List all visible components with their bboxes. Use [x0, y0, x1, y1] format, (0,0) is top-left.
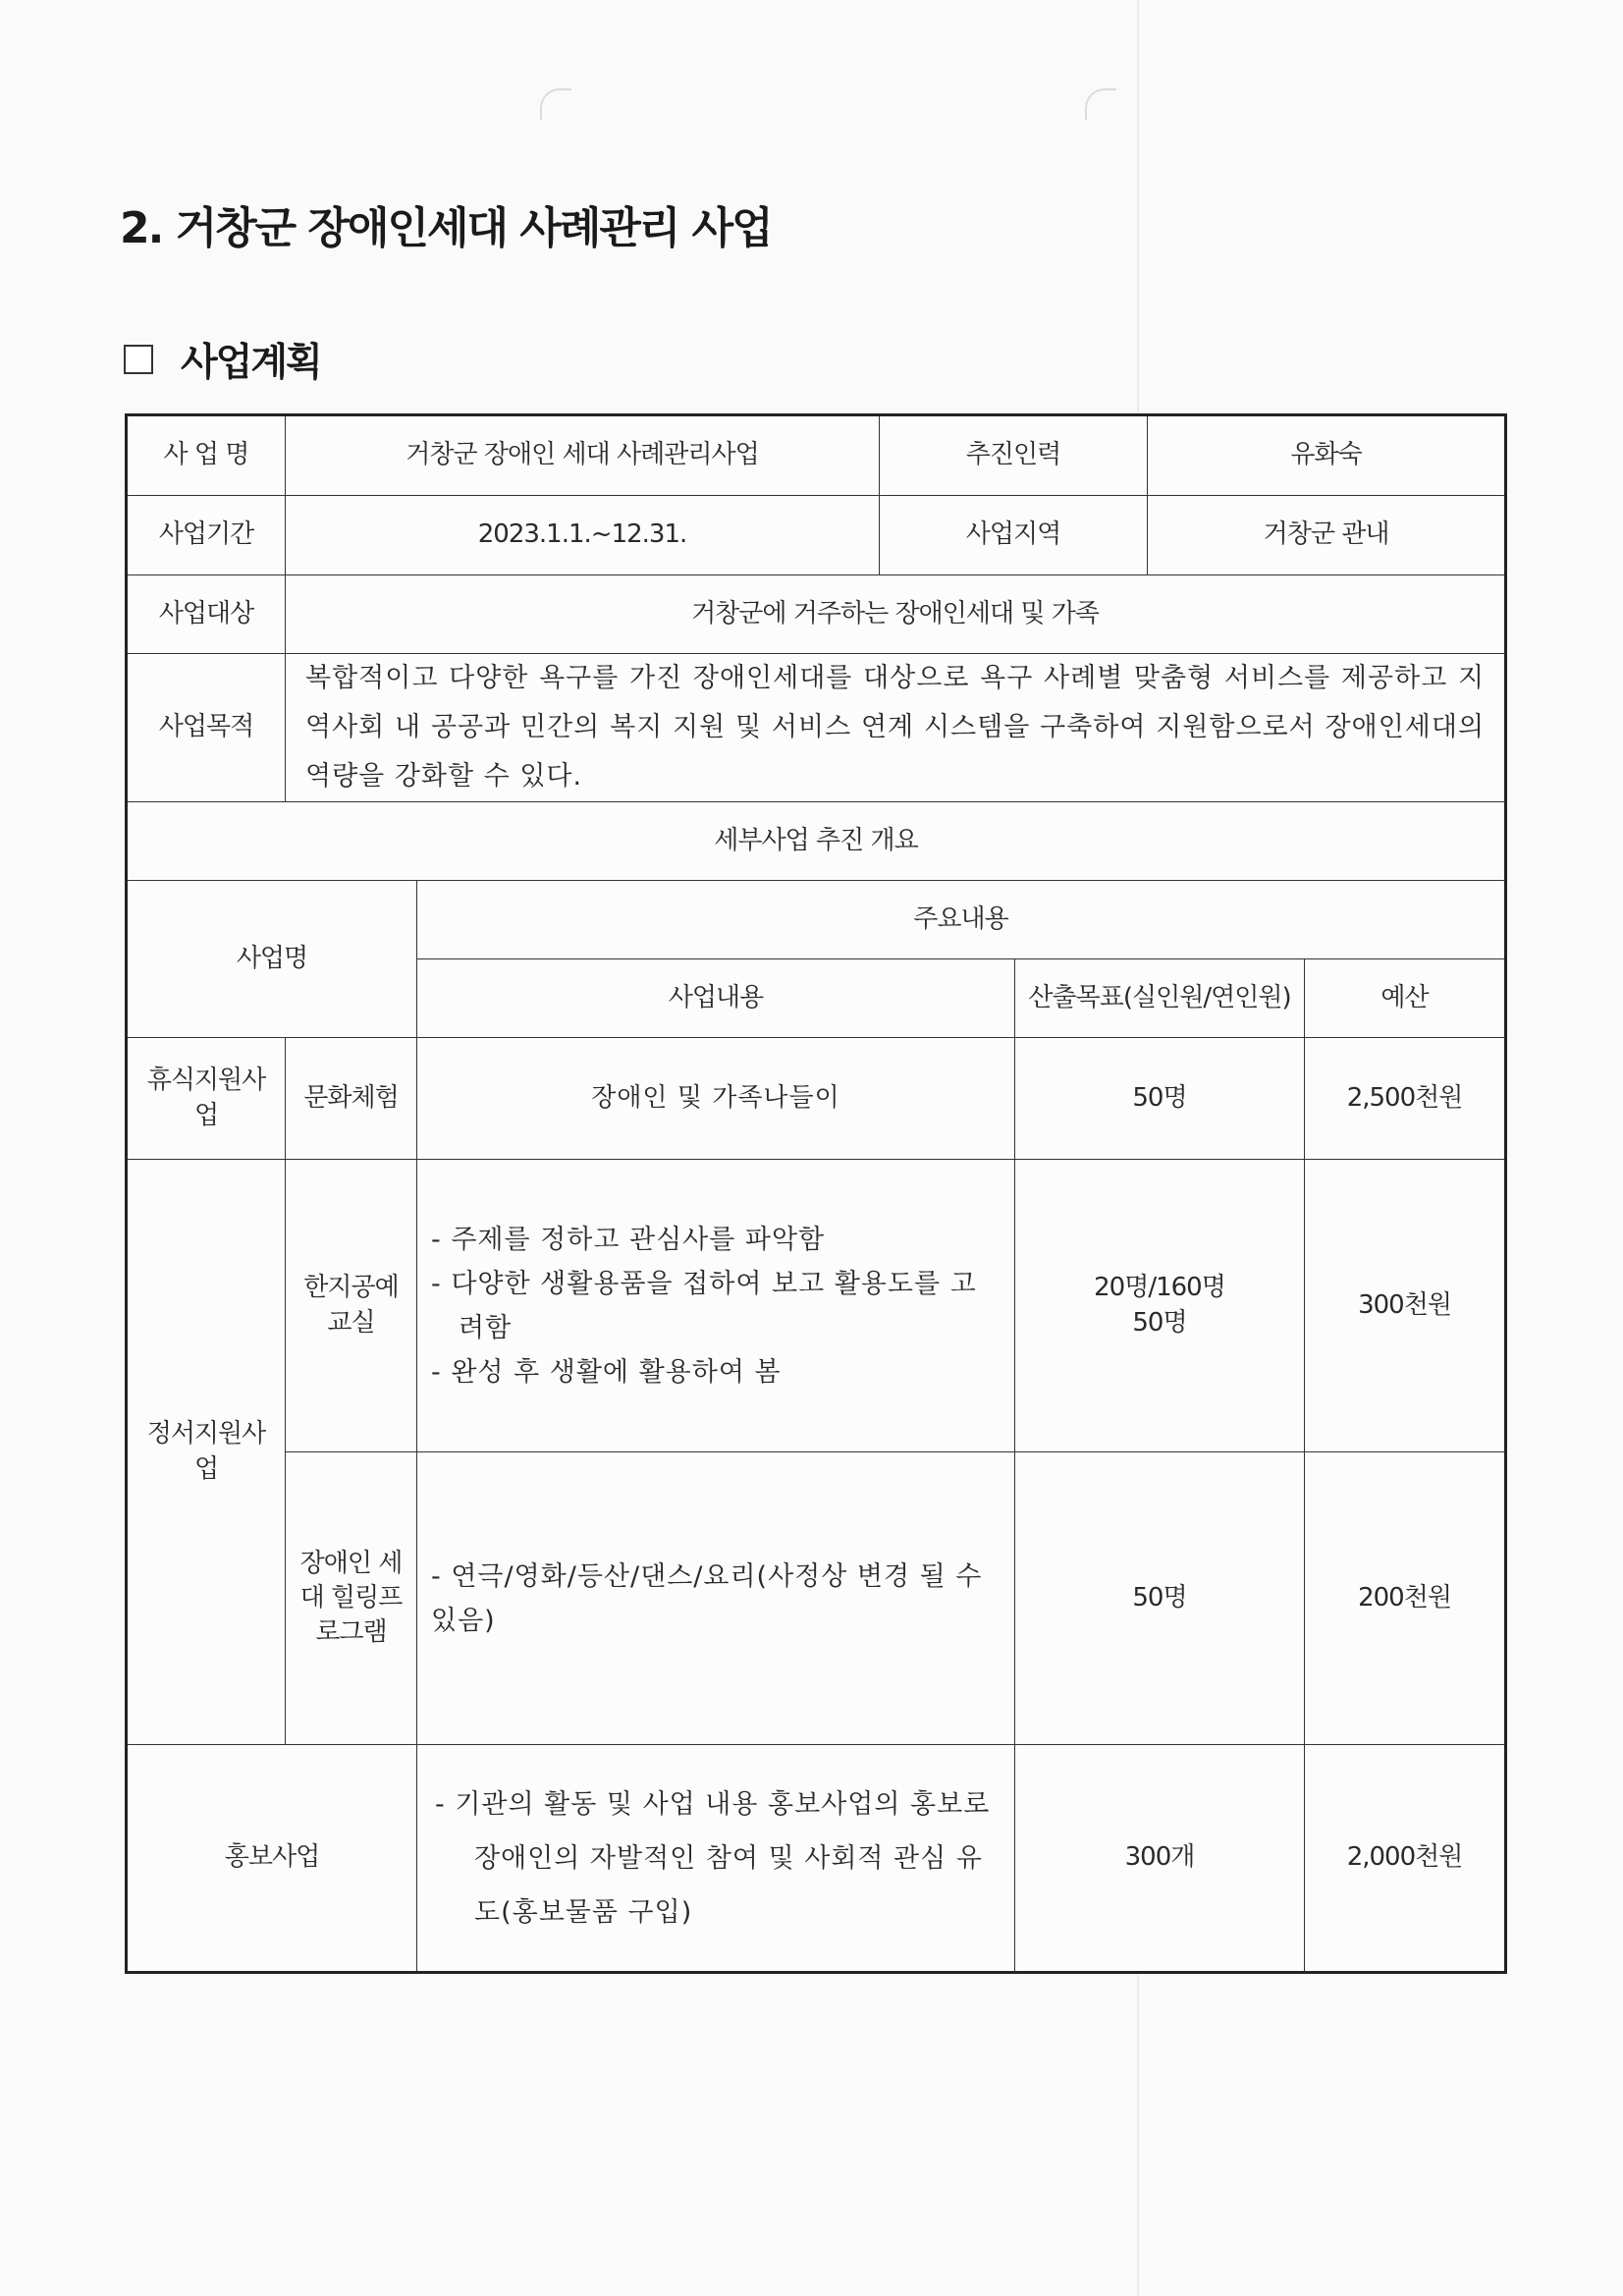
name-cell: 장애인 세대 힐링프로그램: [286, 1452, 417, 1745]
table-row: [127, 496, 1506, 575]
list-item: - 주제를 정하고 관심사를 파악함: [431, 1218, 1001, 1262]
content-text: - 기관의 활동 및 사업 내용 홍보사업의 홍보로 장애인의 자발적인 참여 및 사회적 관심 유도(홍보물품 구입): [435, 1788, 991, 1928]
target-cell: 300개: [1015, 1745, 1305, 1973]
label-cell: 사업목적: [127, 654, 286, 802]
col-header-budget: 예산: [1305, 959, 1506, 1038]
target-cell: 50명: [1015, 1038, 1305, 1160]
budget-cell: 200천원: [1305, 1452, 1506, 1745]
label-cell: 사업기간: [127, 496, 286, 575]
table-row: [127, 1160, 1506, 1452]
label-cell: 사 업 명: [127, 415, 286, 496]
list-item: - 다양한 생활용품을 접하여 보고 활용도를 고려함: [431, 1262, 1001, 1350]
target-cell: [1015, 1160, 1305, 1452]
content-cell: [417, 1452, 1015, 1745]
table-row: [127, 654, 1506, 802]
target-value: 거창군에 거주하는 장애인세대 및 가족: [286, 575, 1506, 654]
table-row: [127, 415, 1506, 496]
table-row: [127, 802, 1506, 881]
document-heading: 2. 거창군 장애인세대 사례관리 사업: [120, 203, 772, 253]
label-cell: 사업대상: [127, 575, 286, 654]
budget-cell: 300천원: [1305, 1160, 1506, 1452]
area-label: 사업지역: [880, 496, 1148, 574]
period-value: 2023.1.1.~12.31.: [286, 496, 880, 574]
purpose-value: 복합적이고 다양한 욕구를 가진 장애인세대를 대상으로 욕구 사례별 맞춤형 서비스를 제공하고 지역사회 내 공공과 민간의 복지 지원 및 서비스 연계 시스템을 구축하여 지원함으로서 장애인세대의 역량을 강화할 수 있다.: [286, 654, 1506, 802]
table-row: [127, 1745, 1506, 1973]
list-item: - 완성 후 생활에 활용하여 봄: [431, 1350, 1001, 1394]
name-cell: 한지공예교실: [286, 1160, 417, 1452]
target-cell: 50명: [1015, 1452, 1305, 1745]
group-cell: 휴식지원사업: [127, 1038, 286, 1160]
budget-cell: 2,000천원: [1305, 1745, 1506, 1973]
punch-hole-mark: [540, 88, 571, 120]
table-row: [127, 575, 1506, 654]
staff-value: 유화숙: [1290, 440, 1362, 470]
table-header-row: [127, 881, 1506, 959]
value-cell: [286, 415, 1506, 496]
content-cell: [417, 1160, 1015, 1452]
detail-section-label: 세부사업 추진 개요: [127, 802, 1506, 881]
group-cell: 정서지원사업: [127, 1160, 286, 1745]
value-cell: [286, 496, 1506, 575]
col-header-name: 사업명: [127, 881, 417, 1038]
punch-hole-mark: [1085, 88, 1116, 120]
group-cell: 홍보사업: [127, 1745, 417, 1973]
budget-cell: 2,500천원: [1305, 1038, 1506, 1160]
section-title: [124, 332, 321, 387]
staff-label: 추진인력: [880, 416, 1148, 495]
business-plan-table: [125, 413, 1507, 1974]
content-text: - 연극/영화/등산/댄스/요리(사정상 변경 될 수 있음): [431, 1560, 983, 1636]
target-line: 20명/160명: [1094, 1273, 1225, 1303]
content-list: [425, 1218, 1006, 1394]
content-cell: [417, 1745, 1015, 1973]
table-row: [127, 1038, 1506, 1160]
target-line: 50명: [1132, 1307, 1187, 1338]
section-title-text: 사업계획: [181, 341, 321, 385]
col-header-target: 산출목표(실인원/연인원): [1015, 959, 1305, 1038]
area-value: 거창군 관내: [1263, 519, 1389, 550]
table-row: [127, 1452, 1506, 1745]
col-header-content: 사업내용: [417, 959, 1015, 1038]
business-name-value: 거창군 장애인 세대 사례관리사업: [286, 416, 880, 495]
content-cell: 장애인 및 가족나들이: [417, 1038, 1015, 1160]
col-header-main: 주요내용: [417, 881, 1506, 959]
checkbox-square-icon: [124, 345, 153, 374]
name-cell: 문화체험: [286, 1038, 417, 1160]
